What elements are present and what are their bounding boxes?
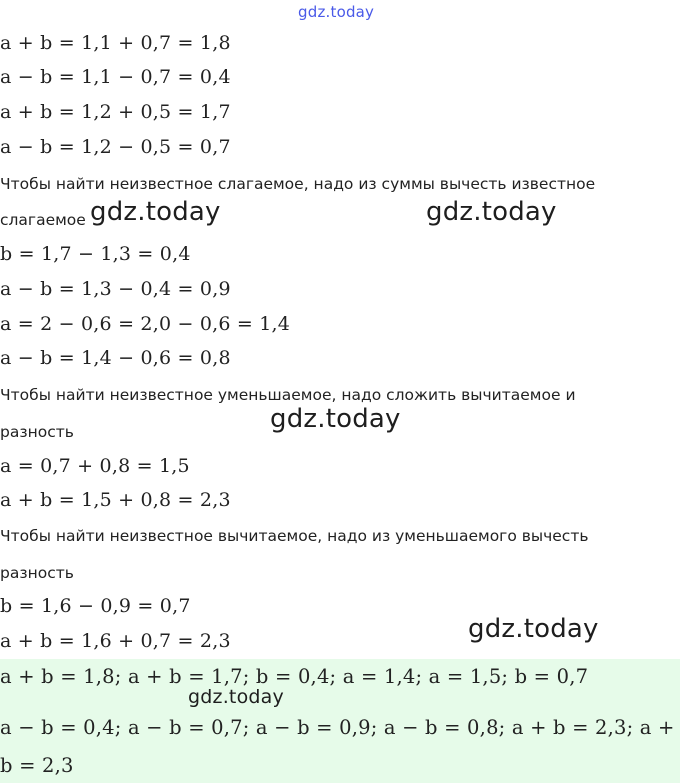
equation-line: a = 0,7 + 0,8 = 1,5 (0, 455, 190, 477)
watermark: gdz.today (426, 197, 557, 227)
equation-line: a − b = 1,3 − 0,4 = 0,9 (0, 278, 231, 300)
equation-line: a + b = 1,5 + 0,8 = 2,3 (0, 489, 231, 511)
equation-line: a = 2 − 0,6 = 2,0 − 0,6 = 1,4 (0, 313, 291, 335)
equation-line: a − b = 1,1 − 0,7 = 0,4 (0, 66, 231, 88)
rule-text-line: Чтобы найти неизвестное вычитаемое, надо из уменьшаемого вычесть (0, 527, 589, 545)
rule-text-line: Чтобы найти неизвестное слагаемое, надо из суммы вычесть известное (0, 175, 596, 193)
watermark: gdz.today (188, 686, 284, 708)
watermark: gdz.today (90, 197, 221, 227)
rule-text-line: разность (0, 423, 74, 441)
rule-text-line: Чтобы найти неизвестное уменьшаемое, надо сложить вычитаемое и (0, 386, 576, 404)
watermark-top: gdz.today (298, 3, 375, 21)
equation-line: b = 1,7 − 1,3 = 0,4 (0, 243, 191, 265)
watermark: gdz.today (270, 404, 401, 434)
equation-line: b = 1,6 − 0,9 = 0,7 (0, 595, 191, 617)
equation-line: a + b = 1,6 + 0,7 = 2,3 (0, 630, 231, 652)
rule-text-line: разность (0, 564, 74, 582)
equation-line: a − b = 1,4 − 0,6 = 0,8 (0, 347, 231, 369)
rule-text-line: слагаемое (0, 211, 86, 229)
equation-line: a − b = 1,2 − 0,5 = 0,7 (0, 136, 231, 158)
watermark: gdz.today (468, 614, 599, 644)
answer-line: a − b = 0,4; a − b = 0,7; a − b = 0,9; a − b = 0,8; a + b = 2,3; a + (0, 716, 675, 739)
answer-box (0, 659, 680, 783)
answer-line: b = 2,3 (0, 754, 74, 777)
equation-line: a + b = 1,1 + 0,7 = 1,8 (0, 32, 231, 54)
equation-line: a + b = 1,2 + 0,5 = 1,7 (0, 101, 231, 123)
answer-line: a + b = 1,8; a + b = 1,7; b = 0,4; a = 1,4; a = 1,5; b = 0,7 (0, 665, 589, 688)
